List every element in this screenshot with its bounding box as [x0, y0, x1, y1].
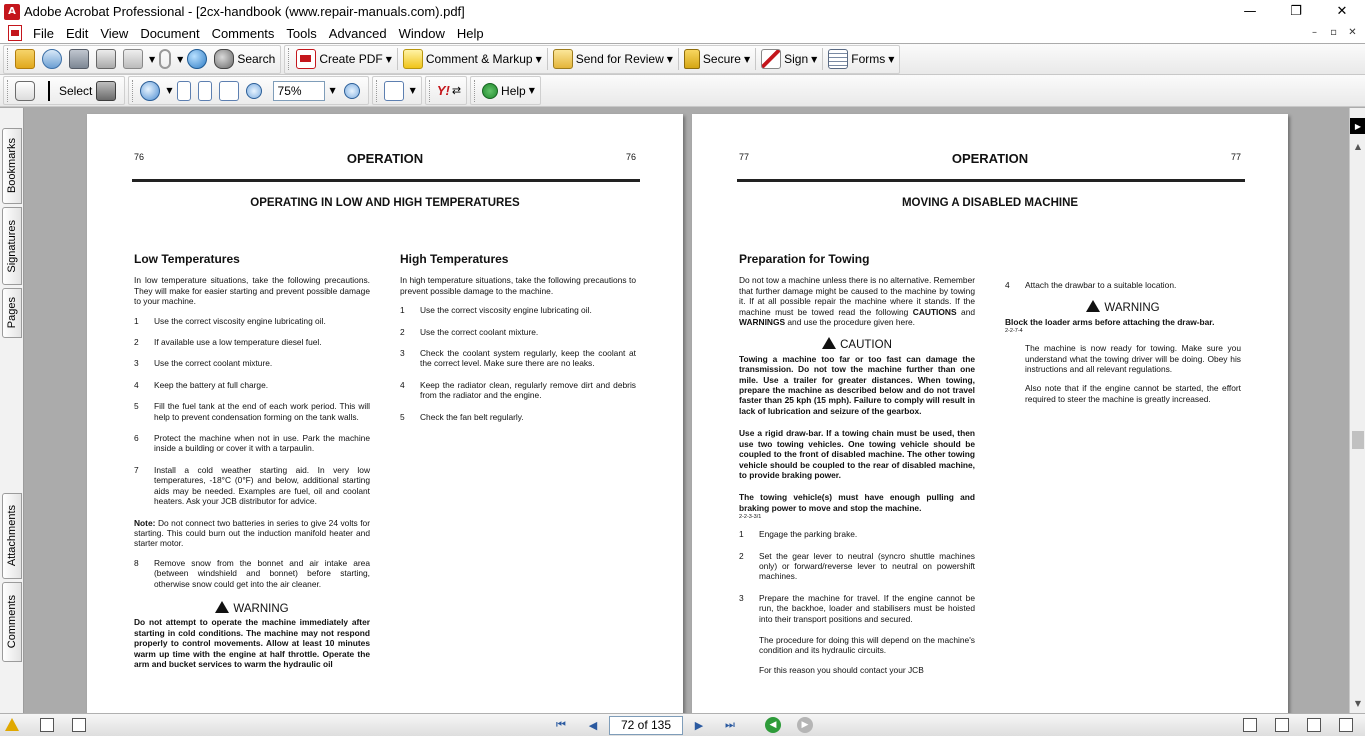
close-button[interactable]: ✕ [1336, 4, 1348, 19]
chevron-down-icon: ▼ [811, 54, 818, 64]
reference-code: 2-2-3-3/1 [739, 514, 762, 521]
menu-file[interactable]: File [33, 25, 54, 41]
procedure-text: The procedure for doing this will depend on the machine's condition and its hydraulic circuits. [759, 634, 975, 656]
toolbar-grip[interactable] [376, 80, 379, 102]
tab-pages-label: Pages [6, 297, 18, 329]
help-tools-group [470, 76, 541, 105]
tab-attachments[interactable] [2, 493, 22, 579]
warning-title: WARNING [233, 602, 289, 615]
tab-comments[interactable] [2, 582, 22, 662]
open-folder-icon [15, 49, 35, 69]
page-header: OPERATION [951, 151, 1029, 166]
list-item [134, 465, 370, 507]
page-size-icon[interactable] [72, 718, 86, 732]
single-page-icon[interactable] [1243, 718, 1257, 732]
chevron-down-icon: ▼ [535, 54, 542, 64]
page-header: OPERATION [346, 151, 424, 166]
last-page-icon[interactable]: ⏭ [725, 718, 735, 731]
also-note-text: Also note that if the engine cannot be started, the effort required to steer the machine is greatly increased. [1025, 383, 1241, 404]
fit-page-icon [198, 81, 212, 101]
page-number-left: 76 [134, 152, 145, 162]
list-item [400, 305, 636, 315]
list-item [134, 337, 370, 347]
attach-button[interactable] [157, 47, 185, 71]
note-label: Note: [134, 517, 156, 528]
fit-page-button[interactable] [196, 79, 217, 103]
minimize-button[interactable]: — [1243, 4, 1257, 19]
rotate-icon [384, 81, 404, 101]
prep-heading: Preparation for Towing [739, 252, 870, 266]
continuous-icon[interactable] [1275, 718, 1289, 732]
menu-view[interactable]: View [100, 25, 129, 41]
item-number: 1 [400, 305, 405, 316]
page-number-left: 77 [739, 152, 750, 162]
header-rule [132, 179, 640, 182]
prep-intro-end: and use the procedure given here. [787, 317, 915, 328]
item-number: 1 [739, 529, 744, 540]
print-button[interactable] [94, 47, 121, 71]
comment-markup-button[interactable] [401, 47, 544, 71]
tab-attachments-label: Attachments [6, 505, 18, 567]
page-number-right: 76 [625, 152, 636, 162]
tab-signatures-label: Signatures [6, 219, 18, 273]
caution-heading [739, 336, 975, 350]
item-text: Set the gear lever to neutral (syncro shuttle machines only) or forward/reverse lever to neutral on powershift machines. [759, 550, 975, 582]
vertical-scrollbar[interactable] [1349, 108, 1365, 713]
forms-label: Forms [851, 52, 886, 66]
zoom-tools-group [128, 76, 368, 105]
list-item [134, 316, 370, 326]
item-number: 4 [400, 379, 405, 390]
tasks-group [284, 45, 900, 74]
low-temp-heading: Low Temperatures [134, 252, 240, 266]
low-temp-intro: In low temperature situations, take the following precautions. They will make for easier starting and prevent possible damage to your machine. [134, 275, 370, 307]
item-text: Install a cold weather starting aid. In very low temperatures, -18°C (0°F) and below, additional starting aids may be needed. Examples are fuel, oil and coolant heaters. Ask your JCB distributor for advice. [154, 464, 370, 507]
list-item [134, 433, 370, 454]
chevron-down-icon: ▼ [528, 86, 535, 95]
caution-title: CAUTION [840, 339, 892, 352]
item-number: 5 [134, 401, 139, 412]
toolbar-grip[interactable] [474, 80, 477, 102]
zoom-dropdown-icon[interactable]: ▼ [329, 86, 336, 95]
tab-pages[interactable] [2, 288, 22, 338]
navigation-panel [0, 108, 24, 713]
toolbar-separator [678, 48, 679, 70]
item-number: 2 [739, 550, 744, 561]
search-label: Search [237, 52, 276, 66]
warning-triangle-icon [215, 601, 229, 613]
toolbar-grip[interactable] [429, 80, 432, 102]
warning-status-icon[interactable] [5, 718, 19, 731]
warning-triangle-icon [1086, 300, 1100, 312]
item-number: 4 [1005, 280, 1010, 290]
towing-preparation-column [739, 254, 975, 684]
item-text: Remove snow from the bonnet and air intake area (between windshield and bonnet) before starting, otherwise snow could get into the air cleaner. [154, 557, 370, 589]
item-number: 1 [134, 315, 139, 326]
item-text: Use the correct coolant mixture. [420, 326, 539, 337]
item-text: Protect the machine when not in use. Park the machine inside a building or cover it with a tarpaulin. [154, 433, 370, 454]
list-item [134, 358, 370, 368]
chevron-down-icon: ▼ [888, 54, 895, 64]
chevron-down-icon: ▼ [409, 86, 416, 95]
list-item [1005, 280, 1241, 290]
reference-code: 2-2-7-4 [1005, 328, 1023, 335]
item-text: Use the correct coolant mixture. [154, 358, 273, 369]
item-number: 7 [134, 464, 139, 475]
toolbar-grip[interactable] [7, 48, 10, 70]
tab-bookmarks-label: Bookmarks [6, 138, 18, 194]
window-title: Adobe Acrobat Professional - [2cx-handbook (www.repair-manuals.com).pdf] [24, 4, 465, 19]
towing-power-text: The towing vehicle(s) must have enough pulling and braking power to move and stop the machine. [739, 492, 975, 513]
pen-icon [761, 49, 781, 69]
tab-comments-label: Comments [6, 595, 18, 649]
rotate-view-button[interactable] [382, 79, 418, 103]
web-button[interactable] [185, 47, 212, 71]
towing-column-2 [1005, 280, 1241, 413]
print-icon [96, 49, 116, 69]
first-page-icon[interactable]: ⏮ [556, 718, 566, 731]
forms-button[interactable] [826, 47, 896, 71]
send-review-icon [553, 49, 573, 69]
list-item [400, 348, 636, 369]
warning-title: WARNING [1104, 302, 1160, 315]
high-temperatures-column [400, 254, 636, 433]
item-text: Engage the parking brake. [759, 529, 858, 540]
send-review-label: Send for Review [575, 52, 664, 66]
page-76 [87, 114, 683, 713]
email-icon [123, 49, 143, 69]
yahoo-tools-group [425, 76, 467, 105]
yahoo-button[interactable] [435, 79, 463, 103]
chevron-down-icon: ▼ [666, 54, 673, 64]
list-item [739, 551, 975, 582]
chevron-down-icon: ▼ [149, 54, 156, 64]
rotate-tools-group [372, 76, 422, 105]
zoom-in-icon [344, 83, 360, 99]
list-item [400, 412, 636, 422]
create-pdf-button[interactable] [294, 47, 394, 71]
menu-help[interactable]: Help [456, 25, 484, 41]
menu-bar [0, 23, 1365, 43]
item-text: Keep the battery at full charge. [154, 379, 269, 390]
save-icon [69, 49, 89, 69]
secure-label: Secure [702, 52, 741, 66]
chevron-down-icon: ▼ [177, 54, 184, 64]
yahoo-icon: Y! [436, 83, 450, 98]
status-bar [0, 713, 1365, 736]
select-label: Select [59, 83, 93, 98]
chevron-down-icon: ▼ [743, 54, 751, 64]
menu-document[interactable]: Document [140, 25, 200, 41]
item-text: Use the correct viscosity engine lubricating oil. [154, 315, 326, 326]
save-button[interactable] [67, 47, 94, 71]
tab-signatures[interactable] [2, 207, 22, 285]
list-item [400, 380, 636, 401]
item-text: Check the fan belt regularly. [420, 411, 524, 422]
header-rule [737, 179, 1245, 182]
page-layout-icon[interactable] [40, 718, 54, 732]
page-number-right: 77 [1230, 152, 1241, 162]
menu-edit[interactable]: Edit [65, 25, 89, 41]
organizer-icon [42, 49, 62, 69]
section-title: OPERATING IN LOW AND HIGH TEMPERATURES [250, 197, 520, 209]
list-item [134, 558, 370, 589]
facing-icon[interactable] [1307, 718, 1321, 732]
item-number: 3 [134, 358, 139, 369]
globe-icon [187, 49, 207, 69]
help-label: Help [501, 83, 526, 98]
prep-intro [739, 275, 975, 327]
page-77 [692, 114, 1288, 713]
zoom-in-button[interactable] [336, 79, 365, 103]
magnifier-icon [140, 81, 160, 101]
open-button[interactable] [13, 47, 40, 71]
caution-triangle-icon [822, 337, 836, 349]
warning-heading [1005, 299, 1241, 313]
high-temp-heading: High Temperatures [400, 252, 509, 266]
item-number: 6 [134, 433, 139, 444]
sign-button[interactable] [759, 47, 819, 71]
caution-text: Towing a machine too far or too fast can damage the transmission. Do not tow the machine further than one mile. Use a trailer for greater distances. When towing, prepare the machine as described below and do not travel faster than 25 kph (15 mph). Failure to comply will result in lack of lubrication and seizure of the gearbox. [739, 353, 975, 416]
hand-icon [15, 81, 35, 101]
title-bar [0, 0, 1365, 23]
warning-text: Block the loader arms before attaching the draw-bar. [1005, 316, 1215, 327]
zoom-out-button[interactable] [244, 79, 267, 103]
high-temp-intro: In high temperature situations, take the following precautions to prevent possible damage to the machine. [400, 275, 636, 296]
actual-size-icon [177, 81, 191, 101]
note-text: Do not connect two batteries in series to give 24 volts for starting. This could burn out the induction manifold heater and starter motor. [134, 517, 371, 549]
low-temperatures-column [134, 254, 370, 678]
help-icon [482, 83, 498, 99]
ready-text: The machine is now ready for towing. Make sure you understand what the towing driver will be doing. Obey his instructions and all relevant regulations. [1025, 343, 1241, 375]
prep-intro-cautions: CAUTIONS [912, 306, 957, 317]
item-text: Check the coolant system regularly, keep the coolant at the correct level. Make sure there are no leaks. [420, 348, 636, 369]
list-item [739, 593, 975, 624]
create-pdf-label: Create PDF [319, 52, 383, 66]
send-review-button[interactable] [551, 47, 675, 71]
item-text: Prepare the machine for travel. If the engine cannot be run, the backhoe, loader and stabilisers must be hoisted into their transport positions and secured. [759, 592, 975, 624]
camera-icon [96, 81, 116, 101]
fit-width-button[interactable] [217, 79, 244, 103]
create-pdf-icon [296, 49, 316, 69]
chevron-down-icon: ▼ [166, 86, 173, 95]
toolbar-grip[interactable] [288, 48, 291, 70]
email-button[interactable] [121, 47, 157, 71]
restore-button[interactable]: ❐ [1290, 4, 1302, 19]
zoom-input[interactable]: 75% [273, 81, 325, 101]
item-number: 8 [134, 557, 139, 568]
doc-restore-button[interactable]: ▫ [1330, 27, 1337, 38]
menu-tools[interactable]: Tools [286, 25, 317, 41]
rigid-drawbar-text: Use a rigid draw-bar. If a towing chain must be used, then use two towing vehicles. One towing vehicle should be coupled to the front of disabled machine. The other towing vehicle should be coupled to the rear of disabled machine, to provide braking power. [739, 428, 975, 480]
hand-tool-button[interactable] [13, 79, 40, 103]
toolbar-separator [822, 48, 823, 70]
toolbar-grip[interactable] [7, 80, 10, 102]
warning-text: Do not attempt to operate the machine immediately after starting in cold conditions. The machine may not respond properly to control movements. Allow at least 10 minutes warm up time with the engine at half throttle. Operate the arm and bucket services to warm the hydraulic oil [134, 617, 370, 669]
scroll-up-icon[interactable]: ▲ [1354, 141, 1362, 151]
prep-intro-and: and [961, 306, 976, 317]
note-paragraph [134, 518, 370, 549]
arrows-icon: ⇄ [451, 84, 462, 97]
actual-size-button[interactable] [175, 79, 196, 103]
text-cursor-icon [42, 81, 56, 101]
item-text: Keep the radiator clean, regularly remove dirt and debris from the radiator and the engine. [420, 379, 636, 401]
paperclip-icon [159, 49, 171, 69]
toolbar-grip[interactable] [132, 80, 135, 102]
item-text: Attach the drawbar to a suitable location. [1025, 280, 1177, 290]
toolbar-separator [547, 48, 548, 70]
page-number-field[interactable]: 72 of 135 [609, 716, 683, 735]
toolbar-separator [397, 48, 398, 70]
section-title: MOVING A DISABLED MACHINE [901, 197, 1079, 209]
show-navigation-icon[interactable]: ▶ [1350, 118, 1365, 134]
next-view-icon[interactable]: ▶ [797, 717, 813, 733]
item-text: Fill the fuel tank at the end of each work period. This will help to prevent condensation forming on the tank walls. [154, 401, 370, 422]
item-number: 2 [400, 326, 405, 337]
item-number: 4 [134, 379, 139, 390]
comment-icon [403, 49, 423, 69]
secure-button[interactable] [682, 47, 752, 71]
next-page-icon[interactable]: ▶ [694, 718, 704, 732]
search-button[interactable] [212, 47, 277, 71]
list-item [739, 529, 975, 539]
doc-close-button[interactable]: ✕ [1348, 27, 1357, 38]
list-item [134, 401, 370, 422]
chevron-down-icon: ▼ [385, 54, 392, 64]
reason-text: For this reason you should contact your JCB [759, 664, 924, 675]
forms-icon [828, 49, 848, 69]
tab-bookmarks[interactable] [2, 128, 22, 204]
list-item [134, 380, 370, 390]
view-toolbar [0, 75, 1365, 107]
select-tool-button[interactable] [40, 79, 94, 103]
comment-markup-label: Comment & Markup [425, 52, 533, 66]
menu-advanced[interactable]: Advanced [328, 25, 387, 41]
organizer-button[interactable] [40, 47, 67, 71]
file-toolbar [0, 44, 1365, 75]
scroll-down-icon[interactable]: ▼ [1354, 698, 1362, 708]
lock-icon [684, 49, 700, 69]
menu-comments[interactable]: Comments [211, 25, 275, 41]
snapshot-button[interactable] [94, 79, 121, 103]
fit-width-icon [219, 81, 239, 101]
item-text: Use the correct viscosity engine lubricating oil. [420, 305, 592, 316]
item-number: 5 [400, 411, 405, 422]
doc-minimize-button[interactable]: – [1312, 27, 1317, 38]
continuous-facing-icon[interactable] [1339, 718, 1353, 732]
sign-label: Sign [784, 52, 809, 66]
help-button[interactable] [480, 79, 537, 103]
file-tools-group [3, 45, 281, 74]
item-number: 2 [134, 337, 139, 348]
item-number: 3 [400, 348, 405, 359]
prep-intro-text: Do not tow a machine unless there is no alternative. Remember that further damage might be caused to the machine by towing it. If at all possible repair the machine where it stands. If the machine must be towed read the following [739, 275, 976, 317]
scrollbar-thumb[interactable] [1352, 431, 1364, 449]
document-icon[interactable] [8, 25, 22, 41]
list-item [400, 327, 636, 337]
binoculars-icon [214, 49, 234, 69]
warning-heading [134, 600, 370, 614]
item-text: If available use a low temperature diesel fuel. [154, 337, 322, 348]
acrobat-app-icon: A [4, 4, 20, 20]
zoom-tool-button[interactable] [138, 79, 174, 103]
zoom-out-icon [246, 83, 262, 99]
item-number: 3 [739, 592, 744, 603]
previous-page-icon[interactable]: ◀ [588, 718, 598, 732]
prep-intro-warnings: WARNINGS [739, 317, 786, 328]
toolbar-separator [755, 48, 756, 70]
document-view[interactable] [25, 108, 1349, 713]
select-tools-group [3, 76, 125, 105]
menu-window[interactable]: Window [398, 25, 445, 41]
previous-view-icon[interactable]: ◀ [765, 717, 781, 733]
